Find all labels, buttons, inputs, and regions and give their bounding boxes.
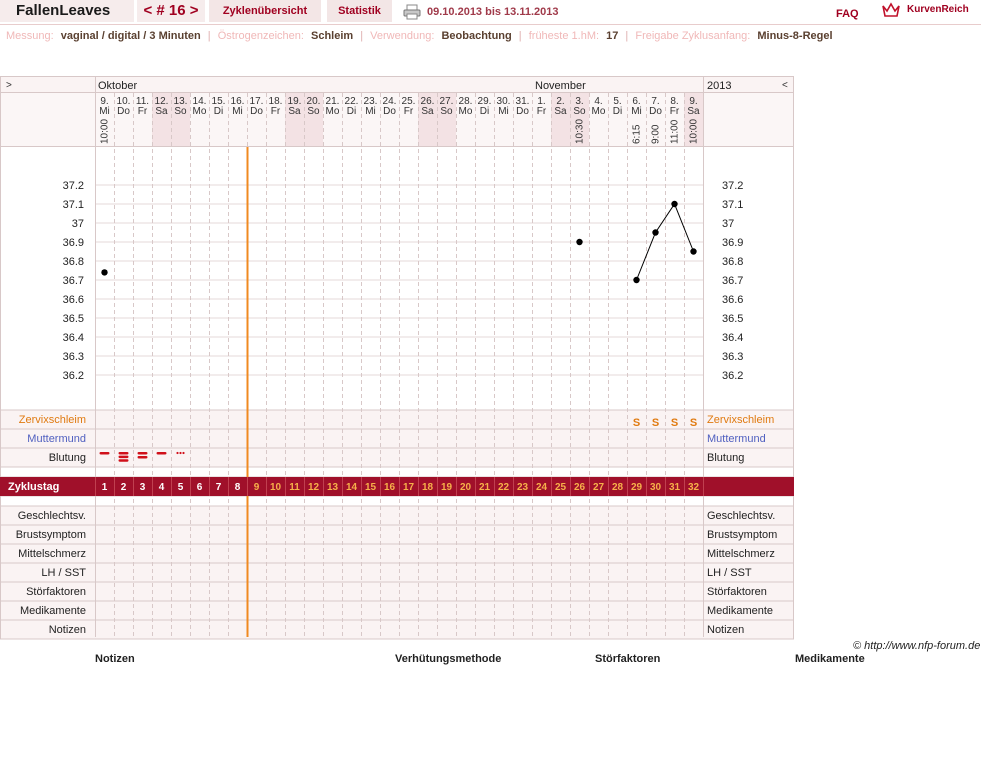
day-date: 3. [575, 96, 584, 107]
y-tick-right: 36.7 [722, 275, 744, 287]
cycle-day-number: 15 [364, 482, 377, 493]
day-time: 10:00 [99, 118, 111, 144]
cycle-day-number: 21 [478, 482, 491, 493]
row-label-left: Brustsymptom [15, 529, 86, 541]
cycle-day-number: 28 [611, 482, 624, 493]
cycle-day-number: 22 [497, 482, 510, 493]
cycle-day-number: 19 [440, 482, 453, 493]
row-label-left: Zervixschleim [18, 414, 86, 426]
day-weekday: Di [346, 106, 357, 117]
day-date: 5. [613, 96, 622, 107]
zervix-mark: S [689, 417, 698, 429]
day-date: 7. [651, 96, 660, 107]
day-date: 25. [401, 96, 416, 107]
cycle-day-number: 13 [326, 482, 339, 493]
day-date: 23. [363, 96, 378, 107]
y-tick-left: 37.2 [62, 180, 84, 192]
nav-next-arrow: < [782, 80, 788, 91]
day-weekday: Do [250, 106, 263, 117]
setting-label: Verwendung: [370, 30, 435, 42]
day-date: 31. [515, 96, 530, 107]
app-title: FallenLeaves [0, 0, 134, 22]
row-label-right: Notizen [707, 624, 745, 636]
day-date: 9. [689, 96, 698, 107]
y-tick-right: 36.9 [722, 237, 744, 249]
day-date: 9. [100, 96, 109, 107]
day-weekday: Sa [687, 106, 700, 117]
cycle-day-number: 27 [592, 482, 605, 493]
lower-row [1, 544, 794, 563]
day-date: 30. [496, 96, 511, 107]
lower-row [1, 506, 794, 525]
cycle-day-number: 9 [253, 482, 260, 493]
cycle-day-number: 8 [234, 482, 241, 493]
bleeding-mark [157, 452, 167, 455]
cycle-day-number: 24 [535, 482, 548, 493]
temperature-point [671, 201, 677, 207]
contraception-heading: Verhütungsmethode [395, 653, 502, 665]
notes-heading: Notizen [95, 653, 135, 665]
lower-row [1, 620, 794, 639]
nav-prev-arrow: > [6, 80, 12, 91]
day-weekday: Mi [232, 106, 243, 117]
y-tick-right: 37.1 [722, 199, 744, 211]
cycle-overview-link[interactable]: Zyklenübersicht [209, 0, 321, 22]
day-date: 19. [287, 96, 302, 107]
cycle-day-number: 2 [120, 482, 127, 493]
cycle-day-number: 25 [554, 482, 567, 493]
day-weekday: Mo [458, 106, 473, 117]
day-date: 11. [135, 96, 150, 107]
day-weekday: Sa [421, 106, 434, 117]
day-date: 29. [477, 96, 492, 107]
cycle-day-number: 31 [668, 482, 681, 493]
row-label-right: Medikamente [707, 605, 774, 617]
day-time: 10:00 [688, 118, 700, 144]
day-weekday: So [174, 106, 187, 117]
temperature-point [101, 269, 107, 275]
spacer-row [1, 496, 794, 506]
zervix-mark: S [670, 417, 679, 429]
row-label-right: Blutung [707, 452, 745, 464]
day-date: 27. [439, 96, 454, 107]
separator: | [360, 30, 364, 42]
month-label: November [535, 80, 586, 92]
separator: | [625, 30, 629, 42]
day-weekday: Fr [403, 106, 414, 117]
spotting-mark [182, 452, 184, 454]
setting-value: vaginal / digital / 3 Minuten [60, 30, 201, 42]
day-weekday: Fr [270, 106, 281, 117]
lower-row [1, 601, 794, 620]
day-weekday: Di [479, 106, 490, 117]
cycle-day-number: 1 [101, 482, 108, 493]
day-date: 24. [382, 96, 397, 107]
logo-text: KurvenReich [907, 4, 969, 15]
day-weekday: Mi [631, 106, 642, 117]
bleeding-mark [119, 452, 129, 455]
y-tick-right: 37.2 [722, 180, 744, 192]
separator: | [207, 30, 211, 42]
row-label-right: Brustsymptom [707, 529, 778, 541]
day-date: 20. [306, 96, 321, 107]
row-label-left: Blutung [48, 452, 86, 464]
month-label: Oktober [98, 80, 138, 92]
day-date: 13. [173, 96, 188, 107]
day-date: 22. [344, 96, 359, 107]
day-time: 10:30 [574, 118, 586, 144]
cycle-day-number: 10 [269, 482, 282, 493]
day-date: 21. [325, 96, 340, 107]
day-date: 8. [670, 96, 679, 107]
bleeding-mark [119, 456, 129, 459]
day-weekday: Mi [365, 106, 376, 117]
day-weekday: Fr [536, 106, 547, 117]
cycle-day-number: 20 [459, 482, 472, 493]
spacer-row [1, 467, 794, 477]
day-weekday: So [307, 106, 320, 117]
day-date: 10. [116, 96, 131, 107]
setting-label: Messung: [6, 30, 54, 42]
cycle-day-number: 7 [215, 482, 222, 493]
y-tick-left: 36.3 [62, 351, 84, 363]
day-weekday: So [573, 106, 586, 117]
day-weekday: Sa [554, 106, 567, 117]
lower-row [1, 525, 794, 544]
bleeding-mark [138, 452, 148, 455]
day-date: 26. [420, 96, 435, 107]
day-weekday: Do [649, 106, 662, 117]
temperature-point [633, 277, 639, 283]
day-weekday: Mo [192, 106, 207, 117]
y-tick-left: 36.5 [62, 313, 84, 325]
y-tick-left: 36.7 [62, 275, 84, 287]
bleeding-mark [138, 456, 148, 459]
y-tick-right: 36.8 [722, 256, 744, 268]
statistics-link[interactable]: Statistik [327, 0, 392, 22]
year-label: 2013 [707, 80, 732, 92]
day-date: 15. [211, 96, 226, 107]
disruptions-heading: Störfaktoren [595, 653, 661, 665]
cycle-day-number: 3 [139, 482, 146, 493]
y-tick-right: 37 [722, 218, 735, 230]
zervix-mark: S [632, 417, 641, 429]
day-weekday: Mi [99, 106, 110, 117]
setting-label: Östrogenzeichen: [217, 30, 304, 42]
cycle-day-number: 5 [177, 482, 184, 493]
spotting-mark [176, 452, 178, 454]
setting-value: Minus-8-Regel [757, 30, 833, 42]
cycle-day-number: 29 [630, 482, 643, 493]
day-time: 6:15 [631, 124, 643, 144]
y-tick-right: 36.6 [722, 294, 744, 306]
copyright: © http://www.nfp-forum.de [853, 640, 981, 652]
day-weekday: Mo [591, 106, 606, 117]
day-weekday: Mi [498, 106, 509, 117]
row-label-left: Muttermund [27, 433, 86, 445]
row-label-left: Geschlechtsv. [17, 510, 86, 522]
y-tick-left: 36.6 [62, 294, 84, 306]
cycle-day-number: 32 [687, 482, 700, 493]
row-label-left: Störfaktoren [26, 586, 86, 598]
day-weekday: Di [213, 106, 224, 117]
bleeding-mark [119, 459, 129, 462]
day-date: 14. [192, 96, 207, 107]
lower-row [1, 582, 794, 601]
medication-heading: Medikamente [795, 653, 865, 665]
y-tick-right: 36.5 [722, 313, 744, 325]
y-tick-right: 36.2 [722, 370, 744, 382]
cycle-day-number: 4 [158, 482, 165, 493]
row-label-left: Notizen [48, 624, 86, 636]
day-weekday: Do [516, 106, 529, 117]
row-label-right: LH / SST [707, 567, 752, 579]
day-date: 17. [249, 96, 264, 107]
row-label-left: Medikamente [19, 605, 86, 617]
setting-label: Freigabe Zyklusanfang: [635, 30, 751, 42]
row-label-right: Störfaktoren [707, 586, 767, 598]
faq-link[interactable]: FAQ [836, 8, 859, 20]
temperature-point [652, 229, 658, 235]
y-tick-left: 36.2 [62, 370, 84, 382]
cycle-nav[interactable]: < # 16 > [137, 0, 205, 22]
cycle-day-number: 12 [307, 482, 320, 493]
day-weekday: Fr [669, 106, 680, 117]
spotting-mark [179, 452, 181, 454]
day-date: 6. [632, 96, 641, 107]
y-tick-right: 36.4 [722, 332, 744, 344]
day-weekday: Mo [325, 106, 340, 117]
row-label-left: Mittelschmerz [18, 548, 86, 560]
day-weekday: Do [383, 106, 396, 117]
cycle-day-number: 11 [289, 482, 300, 493]
setting-value: Beobachtung [441, 30, 512, 42]
temperature-point [576, 239, 582, 245]
day-weekday: Sa [155, 106, 168, 117]
row-label-right: Muttermund [707, 433, 766, 445]
zervix-mark: S [651, 417, 660, 429]
setting-value: 17 [606, 30, 619, 42]
day-date: 2. [556, 96, 565, 107]
y-tick-right: 36.3 [722, 351, 744, 363]
cycle-day-number: 16 [383, 482, 396, 493]
cycle-day-number: 6 [196, 482, 203, 493]
day-date: 18. [268, 96, 283, 107]
upper-row [1, 429, 794, 448]
day-date: 16. [230, 96, 245, 107]
day-date: 1. [537, 96, 546, 107]
day-weekday: Fr [137, 106, 148, 117]
day-date: 4. [594, 96, 603, 107]
day-weekday: Sa [288, 106, 301, 117]
y-tick-left: 37 [71, 218, 84, 230]
row-label-right: Zervixschleim [707, 414, 775, 426]
row-label-right: Mittelschmerz [707, 548, 775, 560]
separator: | [518, 30, 522, 42]
y-tick-left: 37.1 [62, 199, 84, 211]
cycle-day-label: Zyklustag [8, 481, 60, 493]
row-label-left: LH / SST [41, 567, 86, 579]
cycle-day-number: 18 [421, 482, 434, 493]
lower-row [1, 563, 794, 582]
day-date: 28. [458, 96, 473, 107]
cycle-day-number: 17 [402, 482, 415, 493]
cycle-day-number: 26 [573, 482, 586, 493]
cycle-day-number: 14 [345, 482, 358, 493]
day-weekday: So [440, 106, 453, 117]
row-label-right: Geschlechtsv. [707, 510, 776, 522]
day-weekday: Do [117, 106, 130, 117]
bleeding-mark [100, 452, 110, 455]
day-date: 12. [154, 96, 169, 107]
setting-value: Schleim [311, 30, 354, 42]
cycle-day-number: 30 [649, 482, 662, 493]
day-time: 9:00 [650, 124, 662, 144]
y-tick-left: 36.8 [62, 256, 84, 268]
cycle-day-number: 23 [516, 482, 529, 493]
y-tick-left: 36.9 [62, 237, 84, 249]
day-weekday: Di [612, 106, 623, 117]
date-range: 09.10.2013 bis 13.11.2013 [427, 6, 559, 18]
setting-label: früheste 1.hM: [528, 30, 600, 42]
day-time: 11:00 [669, 119, 681, 144]
temperature-point [690, 248, 696, 254]
y-tick-left: 36.4 [62, 332, 84, 344]
